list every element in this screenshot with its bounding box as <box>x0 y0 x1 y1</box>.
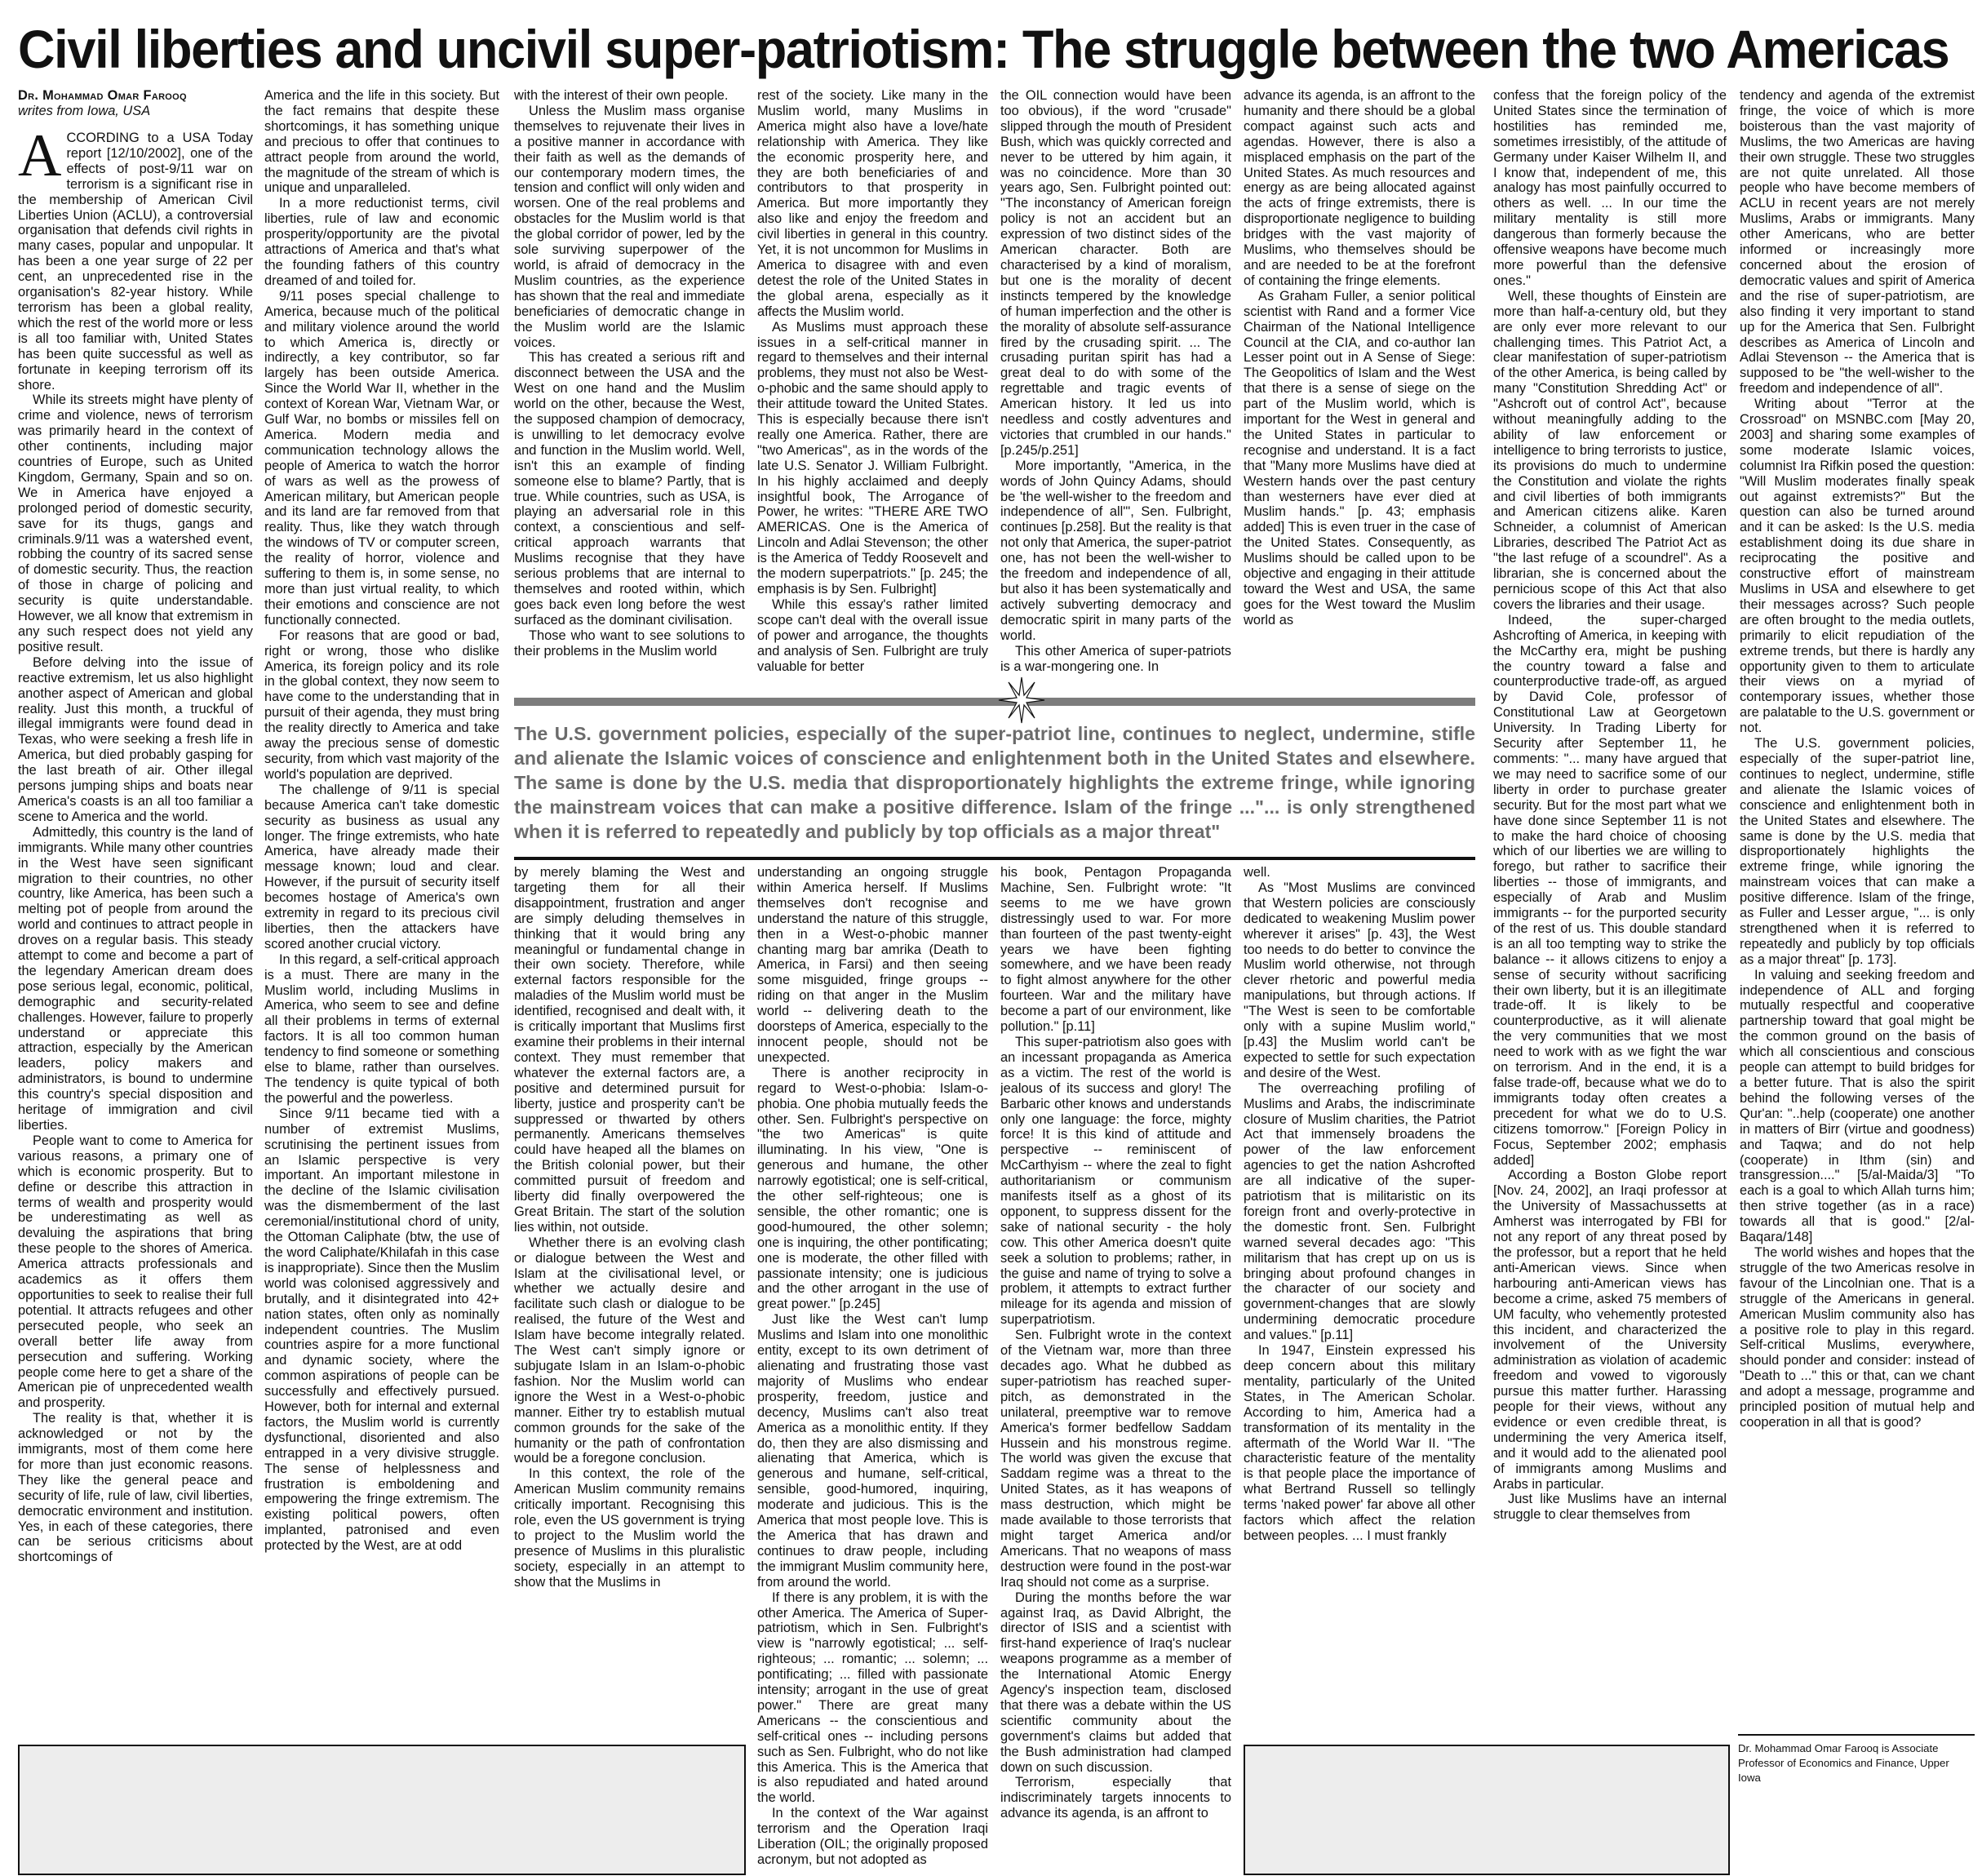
paragraph: The challenge of 9/11 is special because America can't take domestic security as business as usual any longer. The fringe extremists, who hate America, have already made their message known; loud and clear. However, if the pursuit of security itself becomes hostage of America's own extremity in regard to its precious civil liberties, then the attackers have scored another crucial victory. <box>264 782 499 951</box>
paragraph: Since 9/11 became tied with a number of extremist Muslims, scrutinising the pertinent issues from an Islamic perspective is very important. An important milestone in the decline of the Islamic civilisation was the dismemberment of the last ceremonial/institutional chord of unity, the Ottoman Caliphate (btw, the use of the word Caliphate/Khilafah in this case is inappropriate). Since then the Muslim world was colonised aggressively and brutally, and it disintegrated into 42+ nation states, often only as nominally independent countries. The Muslim countries aspire for a more functional and dynamic society, where the common aspirations of people can be successfully and effectively pursued. However, both for internal and external factors, the Muslim world is currently dysfunctional, disoriented and also entrapped in a very divisive struggle. The sense of helplessness and frustration is emboldening and empowering the fringe extremism. The existing political powers, often implanted, patronised and even protected by the West, are at odd <box>264 1106 499 1554</box>
paragraph: There is another reciprocity in regard to West-o-phobia: Islam-o-phobia. One phobia mutually feeds the other. Sen. Fulbright's perspective on "the two Americas" is quite illuminating. In his view, "One is generous and humane, the other narrowly egotistical; one is self-critical, the other self-righteous; one is sensible, the other romantic; one is good-humoured, the other solemn; one is inquiring, the other pontificating; one is moderate, the other filled with passionate intensity; one is judicious and the other arrogant in the use of great power." [p.245] <box>757 1065 988 1312</box>
column-paragraphs <box>1740 88 1975 1430</box>
paragraph: Just like the West can't lump Muslims and Islam into one monolithic entity, except to its own detriment of alienating and frustrating those vast majority of Muslims who endear prosperity, freedom, justice and decency, Muslims can't also treat America as a monolithic entity. If they do, then they are also dismissing and alienating that America, which is generous and humane, self-critical, sensible, good-humored, inquiring, moderate and judicious. This is the America that most people love. This is the America that has drawn and continues to draw people, including the immigrant Muslim community here, from around the world. <box>757 1312 988 1590</box>
paragraph: CCORDING to a USA Today report [12/10/2002], one of the effects of post-9/11 war on terrorism is a significant rise in the membership of American Civil Liberties Union (ACLU), a controversial organisation that defends civil rights in many cases, popular and unpopular. It has been a one year surge of 22 per cent, an unprecedented rise in the organisation's 82-year history. While terrorism has been a global reality, which the rest of the world more or less is all too familiar with, United States has been quite successful as well as fortunate in keeping terrorism off its shore. <box>18 131 253 392</box>
article-column-2 <box>264 88 499 1735</box>
column-paragraphs <box>1493 88 1727 1523</box>
column-paragraphs <box>757 865 988 1868</box>
paragraph: During the months before the war against Iraq, as David Albright, the director of ISIS and a scientist with first-hand experience of Iraq's nuclear weapons programme as a member of the International Atomic Energy Agency's inspection team, disclosed that there was a debate within the US scientific community about the government's claims but added that the Bush administration had clamped down on such discussion. <box>1000 1590 1231 1775</box>
paragraph: The reality is that, whether it is acknowledged or not by the immigrants, most of them come here for more than just economic reasons. They like the general peace and security of life, rule of law, civil liberties, democratic environment and institution. Yes, in each of these categories, there can be serious criticisms about shortcomings of <box>18 1411 253 1565</box>
paragraph: In a more reductionist terms, civil liberties, rule of law and economic prosperity/opportunity are the pivotal attractions of America and that's what the founding fathers of this country dreamed of and toiled for. <box>264 196 499 288</box>
paragraph: Well, these thoughts of Einstein are more than half-a-century old, but they are only ever more relevant to our challenging times. This Patriot Act, a clear manifestation of super-patriotism of the other America, is being called by many "Constitution Shredding Act" or "Ashcroft out of control Act", because without meaningfully adding to the ability of law enforcement or intelligence to bring terrorists to justice, its provisions do much to undermine the Constitution and violate the rights and civil liberties of both immigrants and American citizens alike. Karen Schneider, a columnist of American Libraries, described The Patriot Act as "the last refuge of a scoundrel". As a librarian, she is concerned about the pernicious scope of this Act that also covers the libraries and their usage. <box>1493 288 1727 612</box>
paragraph: More importantly, "America, in the words of John Quincy Adams, should be 'the well-wisher to the freedom and independence of all'", Sen. Fulbright, continues [p.258]. But the reality is that not only that America, the super-patriot one, has not been the well-wisher to the freedom and independence of all, but also it has been systematically and actively subverting democracy and democratic spirit in many parts of the world. <box>1000 458 1231 643</box>
paragraph: The world wishes and hopes that the struggle of the two Americas resolve in favour of the Lincolnian one. That is a struggle of the Americans in general. American Muslim community also has a positive role to play in this regard. Self-critical Muslims, everywhere, should ponder and consider: instead of "Death to ..." this or that, can we chant and adopt a message, programme and principled position of mutual help and cooperation in all that is good? <box>1740 1244 1975 1430</box>
article-column-4-bottom <box>757 865 988 1874</box>
paragraph: Admittedly, this country is the land of immigrants. While many other countries in the West have seen significant migration to their countries, no other country, like America, has been such a melting pot of people from around the world and continues to attract people in droves on a regular basis. This steady attempt to come and become a part of the legendary American dream does pose serious legal, economic, political, demographic and security-related challenges. However, failure to properly understand or appreciate this attraction, especially by the American leaders, policy makers and administrators, is bound to undermine this country's special disposition and heritage of immigration and civil liberties. <box>18 824 253 1133</box>
paragraph: confess that the foreign policy of the United States since the termination of hostilities has reminded me, sometimes irresistibly, of the attitude of Germany under Kaiser Wilhelm II, and I know that, independent of me, this analogy has most painfully occurred to others as well. ... In our time the military mentality is still more dangerous than formerly because the offensive weapons have become much more powerful than the defensive ones." <box>1493 88 1727 288</box>
paragraph: Unless the Muslim mass organise themselves to rejuvenate their lives in a positive manner in accordance with their faith as well as the demands of our contemporary modern times, the tension and conflict will only widen and worsen. One of the real problems and obstacles for the Muslim world is that the global corridor of power, led by the sole surviving superpower of the world, is afraid of democracy in the Muslim countries, as the experience has shown that the real and immediate beneficiaries of democratic change in the Muslim world are the Islamic voices. <box>514 103 745 350</box>
paragraph: advance its agenda, is an affront to the humanity and there should be a global compact against such acts and agendas. However, there is also a misplaced emphasis on the part of the United States. As much resources and energy as are being allocated against the acts of fringe extremists, there is disproportionate negligence to building bridges with the vast majority of Muslims, who themselves should be and are needed to be at the forefront of containing the fringe elements. <box>1244 88 1475 288</box>
paragraph: The overreaching profiling of Muslims and Arabs, the indiscriminate closure of Muslim charities, the Patriot Act that immensely broadens the power of the law enforcement agencies to get the nation Ashcrofted are all indicative of the super-patriotism that is militaristic on its foreign front and overly-protective in the domestic front. Sen. Fulbright warned several decades ago: "This militarism that has crept up on us is bringing about profound changes in the character of our society and government-changes that are slowly undermining democratic procedure and values." [p.11] <box>1244 1080 1475 1343</box>
column-paragraphs <box>1244 865 1475 1544</box>
paragraph: While its streets might have plenty of crime and violence, news of terrorism was primarily heard in the context of other continents, including major countries of Europe, such as United Kingdom, Germany, Spain and so on. We in America have enjoyed a prolonged period of domestic security, save for its thugs, gangs and criminals.9/11 was a watershed event, robbing the country of its sacred sense of domestic security. Thus, the reaction of those in charge of policing and security is quite understandable. However, we all know that extremism in any such respect does not yield any positive result. <box>18 392 253 654</box>
column-paragraphs <box>514 88 745 659</box>
bio-rule <box>1738 1734 1975 1736</box>
article-column-3-bottom <box>514 865 745 1735</box>
paragraph: 9/11 poses special challenge to America, because much of the political and military violence around the world to which America is, directly or indirectly, a key contributor, so far largely has been outside America. Since the World War II, whether in the context of Korean War, Vietnam War, or Gulf War, no bombs or missiles fell on America. Modern media and communication technology allows the people of America to watch the horror of wars as well as the prowess of American military, but American people and its land are far removed from that reality. Thus, like they watch through the windows of TV or computer screen, the reality of horror, violence and suffering to them is, in some sense, no more than just virtual reality, to which their emotions and conscience are not functionally connected. <box>264 288 499 628</box>
byline <box>18 88 253 119</box>
pull-quote-top-rule <box>514 698 1475 706</box>
article-column-5-top <box>1000 88 1231 688</box>
paragraph: his book, Pentagon Propaganda Machine, Sen. Fulbright wrote: "It seems to me we have grown distressingly used to war. For more than fourteen of the past twenty-eight years we have been fighting somewhere, and we have been ready to fight almost anywhere for the other fourteen. War and the military have become a part of our environment, like pollution." [p.11] <box>1000 865 1231 1035</box>
paragraph: Indeed, the super-charged Ashcrofting of America, in keeping with the McCarthy era, might be pushing the country toward a false and counterproductive trade-off, as argued by David Cole, professor of Constitutional Law at Georgetown University. In Trading Liberty for Security after September 11, he comments: "... many have argued that we may need to sacrifice some of our liberty in order to purchase greater security. But for the most part what we have done since September 11 is not to make the hard choice of choosing which of our liberties we are willing to forego, but rather to sacrifice their liberties -- those of immigrants, and especially of Arab and Muslim immigrants -- for the purported security of the rest of us. This double standard is an all too tempting way to strike the balance -- it allows citizens to enjoy a sense of security without sacrificing their own liberty, but it is an illegitimate trade-off. It is likely to be counterproductive, as it will alienate the very communities that we most need to work with as we fight the war on terrorism. And in the end, it is a false trade-off, because what we do to immigrants today often creates a precedent for what we do to U.S. citizens tomorrow." [Foreign Policy in Focus, September 2002; emphasis added] <box>1493 612 1727 1168</box>
column-paragraphs <box>514 865 745 1590</box>
paragraph: Terrorism, especially that indiscriminately targets innocents to advance its agenda, is an affront to <box>1000 1775 1231 1821</box>
paragraph: tendency and agenda of the extremist fringe, the voice of which is more boisterous than the vast majority of Muslims, the two Americas are having their own struggle. These two struggles are not quite unrelated. All those people who have become members of ACLU in recent years are not merely Muslims, Arabs or immigrants. Many other Americans, who are better informed or increasingly more concerned about the erosion of democratic values and spirit of America and the rise of super-patriotism, are also finding it very important to stand up for the America that Sen. Fulbright describes as America of Lincoln and Adlai Stevenson -- the America that is supposed to be "the well-wisher to the freedom and independence of all". <box>1740 88 1975 397</box>
paragraph: In 1947, Einstein expressed his deep concern about this military mentality, particularly of the United States, in The American Scholar. According to him, America had a transformation of its mentality in the aftermath of the World War II. "The characteristic feature of the mentality is that people place the importance of what Bertrand Russell so tellingly terms 'naked power' far above all other factors which affect the relation between peoples. ... I must frankly <box>1244 1343 1475 1543</box>
author-bio: Dr. Mohammad Omar Farooq is Associate Professor of Economics and Finance, Upper Iowa <box>1738 1742 1949 1784</box>
paragraph: This has created a serious rift and disconnect between the USA and the West on one hand and the Muslim world on the other, because the West, the supposed champion of democracy, is unwilling to let democracy evolve and function in the Muslim world. Well, isn't this an example of finding someone else to blame? Partly, that is true. While countries, such as USA, is playing an adversarial role in this context, a conscientious and self-critical approach warrants that Muslims recognise that they have serious problems that are internal to themselves and rooted within, which goes back even long before the west surfaced as the dominant civilisation. <box>514 350 745 628</box>
paragraph: In this regard, a self-critical approach is a must. There are many in the Muslim world, including Muslims in America, who seem to see and define all their problems in terms of external factors. It is all too common human tendency to find someone or something else to blame, rather than ourselves. The tendency is quite typical of both the powerful and the powerless. <box>264 951 499 1106</box>
article-column-5-bottom <box>1000 865 1231 1874</box>
paragraph: In the context of the War against terrorism and the Operation Iraqi Liberation (OIL; the originally proposed acronym, but not adopted as <box>757 1806 988 1867</box>
paragraph: In valuing and seeking freedom and independence of ALL and forging mutually respectful and cooperative partnership toward that goal might be the common ground on the basis of which all conscientious and conscious people can attempt to build bridges for a better future. That is also the spirit behind the following verses of the Qur'an: "..help (cooperate) one another in matters of Birr (virtue and goodness) and Taqwa; and do not help (cooperate) in Ithm (sin) and transgression...." [5/al-Maida/3] "To each is a goal to which Allah turns him; then strive together (as in a race) towards all that is good." [2/al-Baqara/148] <box>1740 967 1975 1245</box>
article-column-4-top <box>757 88 988 688</box>
paragraph: For reasons that are good or bad, right or wrong, those who dislike America, its foreign policy and its role in the global context, they now seem to have come to the understanding that in pursuit of their agenda, they must bring the reality directly to America and take away the precious sense of domestic security, from which vast majority of the world's population are deprived. <box>264 628 499 782</box>
starburst-icon <box>997 676 1046 725</box>
paragraph: Whether there is an evolving clash or dialogue between the West and Islam at the civilisational level, or whether we actually desire and facilitate such clash or dialogue to be realised, the future of the West and Islam have become integrally related. The West can't simply ignore or subjugate Islam in an Islam-o-phobic fashion. Nor the Muslim world can ignore the West in a West-o-phobic manner. Either try to establish mutual common grounds for the sake of the humanity or the path of confrontation would be a foregone conclusion. <box>514 1235 745 1466</box>
paragraph: America and the life in this society. But the fact remains that despite these shortcomings, it has something unique and precious to offer that continues to attract people from around the world, the magnitude of the stream of which is unique and unparalleled. <box>264 88 499 196</box>
drop-cap: A <box>18 122 62 189</box>
author-location: writes from Iowa, USA <box>18 104 151 118</box>
article-column-6-bottom <box>1244 865 1475 1735</box>
pull-quote: The U.S. government policies, especially of the super-patriot line, continues to neglect, undermine, stifle and alienate the Islamic voices of conscience and enlightenment both in the United States and elsewhere. The same is done by the U.S. media that disproportionately highlights the extreme fringe, while ignoring the mainstream voices that can make a positive difference. Islam of the fringe ..."... is only strengthened when it is referred to repeatedly and publicly by top officials as a major threat" <box>514 723 1475 842</box>
paragraph: Just like Muslims have an internal struggle to clear themselves from <box>1493 1492 1727 1523</box>
paragraph: The U.S. government policies, especially of the super-patriot line, continues to neglect, undermine, stifle and alienate the Islamic voices of conscience and enlightenment both in the United States and elsewhere. The same is done by the U.S. media that disproportionately highlights the extreme fringe, while ignoring the mainstream voices that can make a positive difference. Islam of the fringe, as Fuller and Lesser argue, "... is only strengthened when it is referred to repeatedly and publicly by top officials as a major threat" [p. 173]. <box>1740 736 1975 967</box>
article-column-7 <box>1493 88 1727 1735</box>
pull-quote-bottom-rule <box>514 857 1475 860</box>
paragraph: As "Most Muslims are convinced that Western policies are consciously dedicated to weakening Muslim power wherever it arises" [p. 43], the West too needs to do better to convince the Muslim world otherwise, not through clever rhetoric and powerful media manipulations, but through actions. If "The West is seen to be comfortable only with a supine Muslim world," [p.43] the Muslim world can't be expected to settle for such expectation and desire of the West. <box>1244 880 1475 1080</box>
paragraph: Those who want to see solutions to their problems in the Muslim world <box>514 628 745 659</box>
column-paragraphs <box>1000 88 1231 674</box>
paragraph: In this context, the role of the American Muslim community remains critically important. Recognising this role, even the US government is trying to project to the Muslim world the presence of Muslims in this pluralistic society, especially in an attempt to show that the Muslims in <box>514 1466 745 1590</box>
article-column-1 <box>18 88 253 1735</box>
column-paragraphs <box>18 122 253 1565</box>
column-paragraphs <box>757 88 988 674</box>
paragraph: People want to come to America for various reasons, a primary one of which is economic prosperity. But to define or describe this attraction in terms of wealth and prosperity would be underestimating as well as devaluing the aspirations that bring these people to the shores of America. America attracts professionals and academics as it offers them opportunities to seek to realise their full potential. It attracts refugees and other persecuted people, who seek an overall better life away from persecution and suffering. Working people come here to get a share of the American pie of unprecedented wealth and prosperity. <box>18 1133 253 1411</box>
paragraph: the OIL connection would have been too obvious), if the word "crusade" slipped through the mouth of President Bush, which was quickly corrected and never to be uttered by him again, it was no coincidence. More than 30 years ago, Sen. Fulbright pointed out: "The inconstancy of American foreign policy is not an accident but an expression of two distinct sides of the American character. Both are characterised by a kind of moralism, but one is the morality of decent instincts tempered by the knowledge of human imperfection and the other is the morality of absolute self-assurance fired by the crusading spirit. ... The crusading puritan spirit has had a great deal to do with some of the regrettable and tragic events of American history. It led us into needless and costly adventures and victories that crumbled in our hands." [p.245/p.251] <box>1000 88 1231 458</box>
paragraph: This super-patriotism also goes with an incessant propaganda as America as a victim. The rest of the world is jealous of its success and glory! The Barbaric other knows and understands only one language: the force, mighty force! It is this kind of attitude and perspective -- reminiscent of McCarthyism -- where the zeal to fight authoritarianism or communism manifests itself as a ghost of its opponent, to suppress dissent for the sake of national security - the holy cow. This other America doesn't quite seek a solution to problems; rather, in the guise and name of trying to solve a problem, it attempts to extract further mileage for its agenda and mission of superpatriotism. <box>1000 1034 1231 1328</box>
column-paragraphs <box>1000 865 1231 1821</box>
article-column-6-top <box>1244 88 1475 688</box>
column-paragraphs <box>1244 88 1475 628</box>
paragraph: This other America of super-patriots is a war-mongering one. In <box>1000 643 1231 674</box>
paragraph: with the interest of their own people. <box>514 88 729 103</box>
advertisement-box-left <box>18 1745 746 1875</box>
headline: Civil liberties and uncivil super-patriotism: The struggle between the two Americas <box>18 19 1949 79</box>
paragraph: According a Boston Globe report [Nov. 24, 2002], an Iraqi professor at the University of Massachussetts at Amherst was interrogated by FBI for not any report of any threat posed by the professor, but a report that he held anti-American views. Since when harbouring anti-American views has become a crime, asked 75 members of UM faculty, who vehemently protested this incident, and characterized the involvement of the University administration as violation of academic freedom and vowed to vigorously pursue this matter further. Harassing people for their views, without any evidence or even credible threat, is undermining the very America itself, and it would add to the alienated pool of immigrants among Muslims and Arabs in particular. <box>1493 1168 1727 1492</box>
paragraph: well. <box>1244 865 1270 880</box>
paragraph: As Graham Fuller, a senior political scientist with Rand and a former Vice Chairman of the National Intelligence Council at the CIA, and co-author Ian Lesser point out in A Sense of Siege: The Geopolitics of Islam and the West that there is a sense of siege on the part of the Muslim world, which is important for the West in general and the United States in particular to recognise and understand. It is a fact that "Many more Muslims have died at Western hands over the past century than westerners have ever died at Muslim hands." [p. 43; emphasis added] This is even truer in the case of the United States. Consequently, as Muslims should be called upon to be objective and engaging in their attitude toward the West and USA, the same goes for the West toward the Muslim world as <box>1244 288 1475 628</box>
article-column-8 <box>1740 88 1975 1733</box>
column-paragraphs <box>264 88 499 1554</box>
paragraph: While this essay's rather limited scope can't deal with the overall issue of power and arrogance, the thoughts and analysis of Sen. Fulbright are truly valuable for better <box>757 597 988 674</box>
advertisement-box-right <box>1244 1745 1730 1875</box>
paragraph: rest of the society. Like many in the Muslim world, many Muslims in America might also have a love/hate relationship with America. They like the economic prosperity here, and they are both beneficiaries of and contributors to that prosperity in America. But more importantly they also like and enjoy the freedom and civil liberties in general in this country. Yet, it is not uncommon for Muslims in America to disagree with and even detest the role of the United States in the global arena, especially as it affects the Muslim world. <box>757 88 988 319</box>
article-column-3-top <box>514 88 745 688</box>
paragraph: understanding an ongoing struggle within America herself. If Muslims themselves don't recognise and understand the nature of this struggle, then in a West-o-phobic manner chanting marg bar amrika (Death to America, in Farsi) and then seeing some misguided, fringe groups -- riding on that anger in the Muslim world -- delivering death to the doorsteps of America, especially to the innocent people, should not be unexpected. <box>757 865 988 1065</box>
paragraph: If there is any problem, it is with the other America. The America of Super-patriotism, which in Sen. Fulbright's view is "narrowly egotistical; ... self-righteous; ... romantic; ... solemn; ... pontificating; ... filled with passionate intensity; arrogant in the use of great power." There are great many Americans -- the conscientious and self-critical ones -- including persons such as Sen. Fulbright, who do not like this America. This is the America that is also repudiated and hated around the world. <box>757 1590 988 1806</box>
paragraph: Before delving into the issue of reactive extremism, let us also highlight another aspect of American and global reality. Just this month, a truckful of illegal immigrants were found dead in Texas, who were seeking a fresh life in America, but died probably gasping for the last breath of air. Other illegal persons jumping ships and boats near America's coasts is an all too familiar a scene to America and the world. <box>18 654 253 824</box>
paragraph: As Muslims must approach these issues in a self-critical manner in regard to themselves and their internal problems, they must not also be West-o-phobic and the same should apply to their attitude toward the United States. This is especially because there isn't really one America. Rather, there are "two Americas", as in the words of the late U.S. Senator J. William Fulbright. In his highly acclaimed and deeply insightful book, The Arrogance of Power, he writes: "THERE ARE TWO AMERICAS. One is the America of Lincoln and Adlai Stevenson; the other is the America of Teddy Roosevelt and the modern superpatriots." [p. 245; the emphasis is by Sen. Fulbright] <box>757 319 988 597</box>
paragraph: Sen. Fulbright wrote in the context of the Vietnam war, more than three decades ago. What he dubbed as super-patriotism has reached super-pitch, as demonstrated in the unilateral, preemptive war to remove America's former bedfellow Saddam Hussein and his monstrous regime. The world was given the excuse that Saddam regime was a threat to the United States, as it has weapons of mass destruction, which might be made available to those terrorists that might target America and/or Americans. That no weapons of mass destruction were found in the post-war Iraq should not come as a surprise. <box>1000 1328 1231 1590</box>
paragraph: by merely blaming the West and targeting them for all their disappointment, frustration and anger are simply deluding themselves in thinking that it would bring any meaningful or fundamental change in their own society. Therefore, while external factors responsible for the maladies of the Muslim world must be identified, recognised and dealt with, it is critically important that Muslims first examine their problems in their internal context. They must remember that whatever the external factors are, a positive and determined pursuit for liberty, justice and prosperity can't be suppressed or thwarted by others permanently. Americans themselves could have heaped all the blames on the British colonial power, but their committed pursuit of freedom and liberty did finally overpowered the Great Britain. The start of the solution lies within, not outside. <box>514 865 745 1235</box>
author-name: Dr. Mohammad Omar Farooq <box>18 88 187 103</box>
paragraph: Writing about "Terror at the Crossroad" on MSNBC.com [May 20, 2003] and sharing some examples of some moderate Islamic voices, columnist Ira Rifkin posed the question: "Will Muslim moderates finally speak out against extremists?" But the question can also be turned around and it can be asked: Is the U.S. media establishment doing its due share in reciprocating the positive and constructive effort of mainstream Muslims in USA and elsewhere to get their messages across? Such people are often brought to the media outlets, primarily to elicit repudiation of the extreme trends, but there is hardly any opportunity given to them to articulate their views on a myriad of contemporary issues, whether those are palatable to the U.S. government or not. <box>1740 397 1975 736</box>
